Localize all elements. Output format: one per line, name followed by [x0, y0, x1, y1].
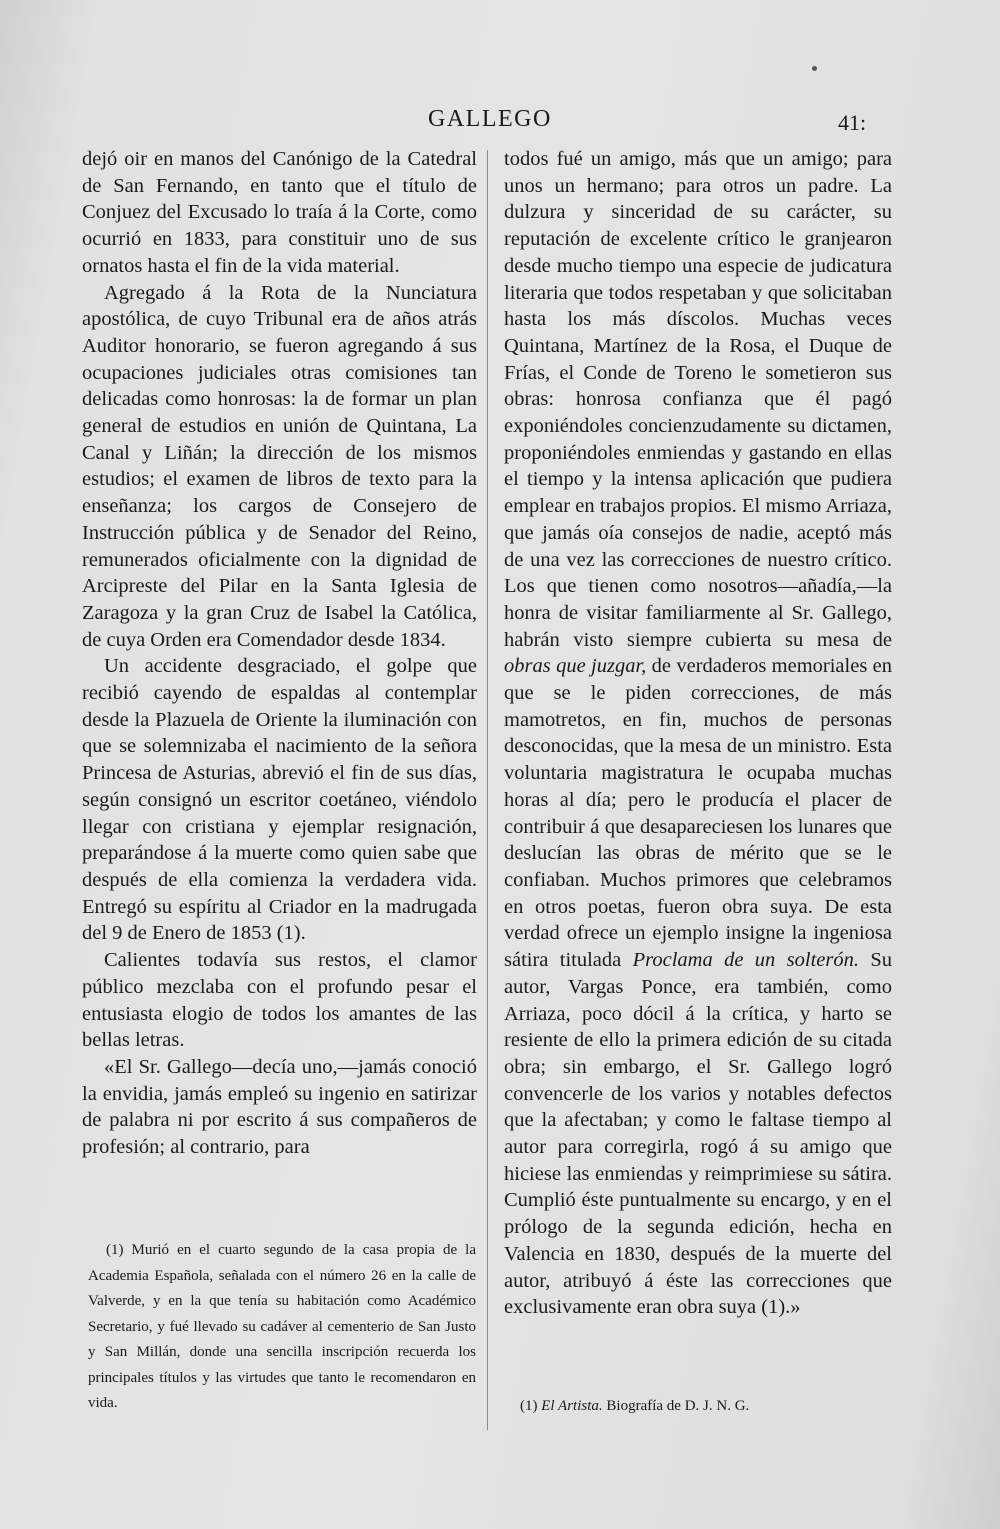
italic-title: obras que juzgar,: [504, 655, 647, 678]
footnote-left: (1) Murió en el cuarto segundo de la casa propia de la Academia Española, señalada con el número 26 en la calle de Valverde, y en la que tenía su habitación como Académico Secretario, y fué llevado su cadáver al cementerio de San Justo y San Millán, donde una sencilla inscripción recuerda los principales títulos y las virtudes que tanto le recomendaron en vida.: [88, 1242, 476, 1411]
footnote-right: [520, 1394, 890, 1420]
paragraph: dejó oir en manos del Canónigo de la Catedral de San Fernando, en tanto que el título de Conjuez del Excusado lo traía á la Corte, como ocurrió en 1833, para constituir uno de sus ornatos hasta el fin de la vida material.: [82, 148, 477, 277]
page-number: 41:: [838, 110, 867, 135]
paragraph: «El Sr. Gallego—decía uno,—jamás conoció la envidia, jamás empleó su ingenio en satirizar de palabra ni por escrito á sus compañeros de profesión; al contrario, para: [82, 1055, 477, 1159]
column-divider: [487, 150, 488, 1430]
ink-speck: [812, 66, 817, 71]
paragraph: Calientes todavía sus restos, el clamor público mezclaba con el profundo pesar el entusiasta elogio de todos los amantes de las bellas letras.: [82, 949, 477, 1052]
running-title: GALLEGO: [428, 106, 552, 132]
italic-title: Proclama de un solterón.: [632, 949, 859, 972]
text-run: todos fué un amigo, más que un amigo; para unos un hermano; para otros un padre. La dulzura y sinceridad de su carácter, su reputación de excelente crítico le granjearon desde mucho tiempo una especie de judicatura literaria que todos respetaban y que solicitaban hasta los más díscolos. Muchas veces Quintana, Martínez de la Rosa, el Duque de Frías, el Conde de Toreno le sometieron sus obras: honrosa confianza que él pagó exponiéndoles concienzudamente su dictamen, proponiéndoles enmiendas y gastando en ellas el tiempo y la intensa aplicación que pudiera emplear en trabajos propios. El mismo Arriaza, que jamás oía consejos de nadie, aceptó más de una vez las correcciones de nuestro crítico. Los que tienen como nosotros—añadía,—la honra de visitar familiarmente al Sr. Gallego, habrán visto siempre cubierta su mesa de: [504, 148, 892, 651]
text-run: Su autor, Vargas Ponce, era también, como Arriaza, poco dócil á la crítica, y harto se resiente de ello la primera edición de su citada obra; sin embargo, el Sr. Gallego logró convencerle de los varios y notables defectos que la afectaban; y como le faltase tiempo al autor para corregirla, rogó á su amigo que hiciese las enmiendas y reimprimiese su sátira. Cumplió éste puntualmente su encargo, y en el prólogo de la segunda edición, hecha en Valencia en 1830, después de la muerte del autor, atribuyó á éste las correcciones que exclusivamente eran obra suya (1).»: [504, 949, 892, 1319]
footnote-text: Biografía de D. J. N. G.: [602, 1398, 750, 1414]
paragraph: Agregado á la Rota de la Nunciatura apostólica, de cuyo Tribunal era de años atrás Auditor honorario, se fueron agregando á sus ocupaciones judiciales otras comisiones tan delicadas como honrosas: la de formar un plan general de estudios en unión de Quintana, La Canal y Liñán; la dirección de los mismos estudios; el examen de libros de texto para la enseñanza; los cargos de Consejero de Instrucción pública y de Senador del Reino, remunerados oficialmente con la dignidad de Arcipreste del Pilar en la Santa Iglesia de Zaragoza y la gran Cruz de Isabel la Católica, de cuya Orden era Comendador desde 1834.: [82, 281, 477, 651]
left-column: [82, 146, 477, 1161]
paragraph: [504, 146, 892, 1321]
running-head: [0, 106, 1000, 140]
paragraph: Un accidente desgraciado, el golpe que recibió cayendo de espaldas al contemplar desde la Plazuela de Oriente la iluminación con que se solemnizaba el nacimiento de la señora Princesa de Asturias, abrevió el fin de sus días, según consignó un escritor coetáneo, viéndolo llegar con cristiana y ejemplar resignación, preparándose á la muerte como quien sabe que después de ella comienza la verdadera vida. Entregó su espíritu al Criador en la madrugada del 9 de Enero de 1853 (1).: [82, 655, 477, 945]
right-column: [504, 146, 892, 1321]
text-run: de verdaderos memoriales en que se le piden correcciones, de más mamotretos, en fin, muchos de personas desconocidas, que la mesa de un ministro. Esta voluntaria magistratura le ocupaba muchas horas al día; pero le producía el placer de contribuir á que desapareciesen los lunares que deslucían las obras de mérito que se le confiaban. Muchos primores que celebramos en otros poetas, fueron obra suya. De esta verdad ofrece un ejemplo insigne la ingeniosa sátira titulada: [504, 655, 893, 972]
footnote-number: (1): [520, 1398, 542, 1414]
footnote-source: El Artista.: [541, 1398, 603, 1414]
